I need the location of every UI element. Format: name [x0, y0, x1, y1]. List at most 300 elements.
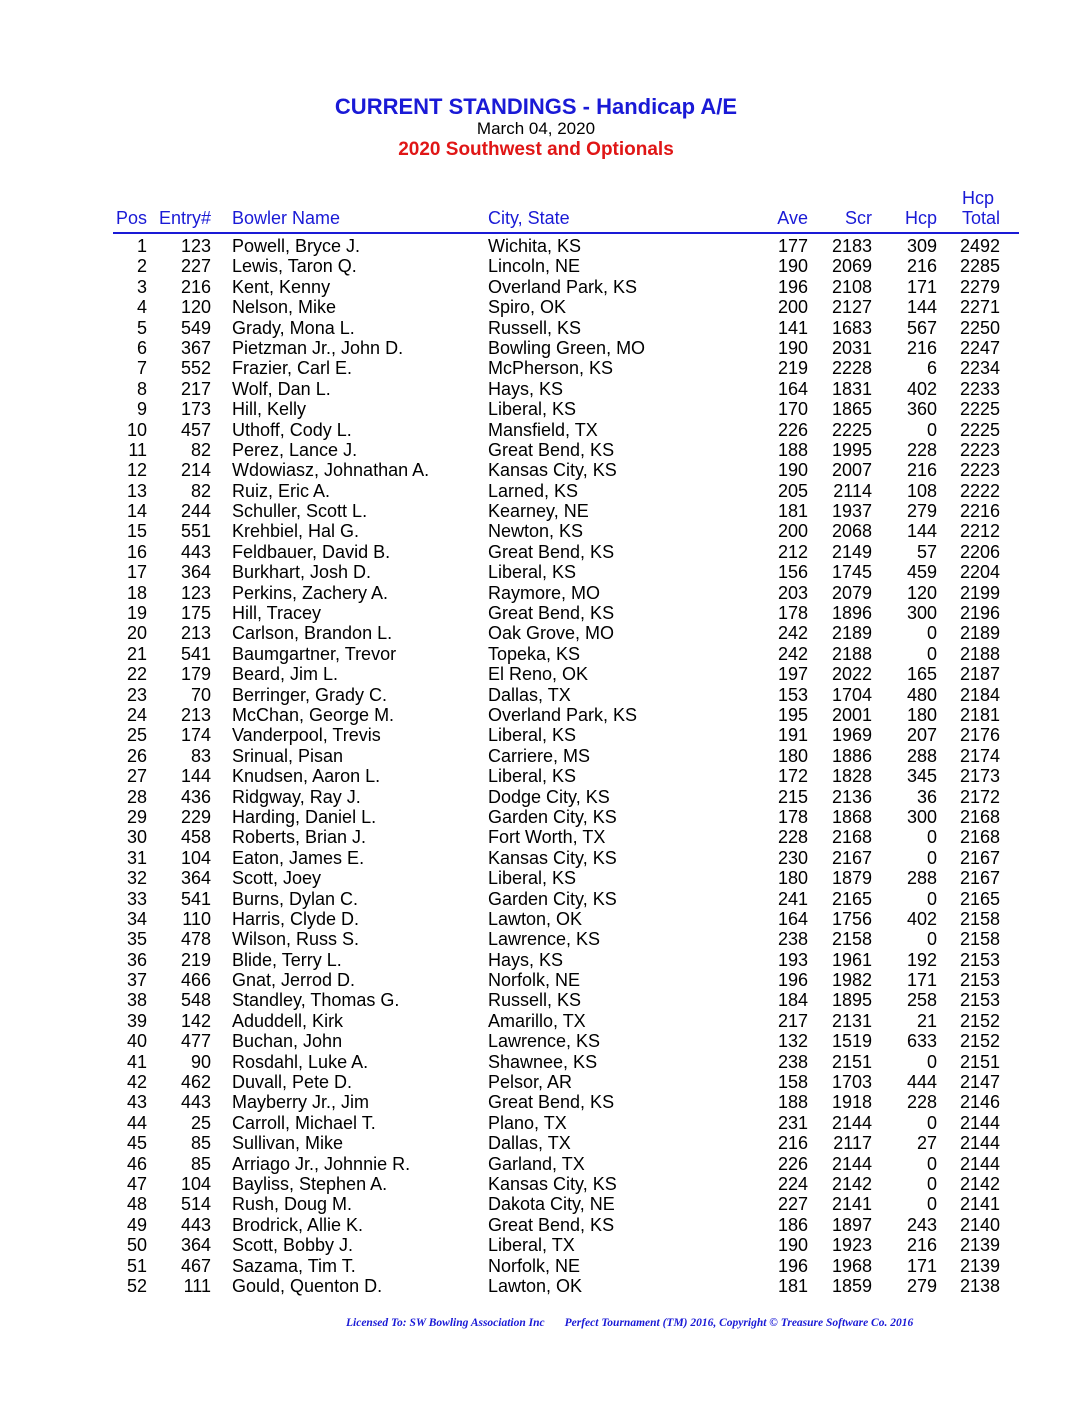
cell-hcp: 216	[906, 460, 937, 481]
cell-city-state: Lawton, OK	[488, 908, 583, 929]
cell-city-state: Liberal, TX	[488, 1235, 575, 1256]
table-row	[0, 236, 1088, 256]
cell-hcp: 180	[906, 704, 937, 725]
table-row	[0, 460, 1088, 480]
cell-hcp: 300	[906, 806, 937, 827]
cell-hcp-total: 2174	[959, 745, 1000, 766]
cell-bowler-name: Wolf, Dan L.	[232, 378, 331, 399]
cell-pos: 18	[126, 582, 147, 603]
cell-ave: 170	[777, 399, 808, 420]
cell-scr: 2149	[831, 541, 872, 562]
cell-ave: 181	[777, 501, 808, 522]
cell-city-state: Norfolk, NE	[488, 970, 581, 991]
cell-entry: 467	[180, 1255, 211, 1276]
cell-pos: 52	[126, 1275, 147, 1296]
table-row	[0, 481, 1088, 501]
cell-bowler-name: Brodrick, Allie K.	[232, 1214, 364, 1235]
cell-scr: 2079	[831, 582, 872, 603]
cell-hcp-total: 2153	[959, 990, 1000, 1011]
table-row	[0, 725, 1088, 745]
table-row	[0, 1194, 1088, 1214]
cell-entry: 219	[180, 949, 211, 970]
cell-scr: 2225	[831, 419, 872, 440]
cell-ave: 153	[777, 684, 808, 705]
cell-city-state: Great Bend, KS	[488, 541, 615, 562]
cell-city-state: Norfolk, NE	[488, 1255, 581, 1276]
cell-pos: 11	[128, 439, 147, 460]
cell-hcp: 120	[906, 582, 937, 603]
cell-ave: 178	[777, 806, 808, 827]
cell-hcp-total: 2212	[959, 521, 1000, 542]
cell-bowler-name: Sullivan, Mike	[232, 1133, 344, 1154]
cell-entry: 25	[190, 1112, 211, 1133]
cell-ave: 193	[777, 949, 808, 970]
cell-ave: 178	[777, 603, 808, 624]
col-city-state: City, State	[488, 208, 570, 228]
cell-hcp: 345	[906, 766, 937, 787]
cell-pos: 46	[126, 1153, 147, 1174]
cell-entry: 478	[180, 929, 211, 950]
cell-city-state: Fort Worth, TX	[488, 827, 606, 848]
table-row	[0, 1011, 1088, 1031]
cell-pos: 2	[136, 256, 147, 277]
cell-pos: 33	[126, 888, 147, 909]
cell-city-state: Liberal, KS	[488, 399, 577, 420]
cell-scr: 2022	[831, 664, 872, 685]
cell-hcp-total: 2141	[959, 1194, 1000, 1215]
cell-entry: 175	[180, 603, 211, 624]
cell-bowler-name: Standley, Thomas G.	[232, 990, 400, 1011]
cell-ave: 191	[777, 725, 808, 746]
cell-pos: 13	[126, 480, 147, 501]
cell-hcp-total: 2223	[959, 439, 1000, 460]
cell-hcp: 0	[926, 847, 937, 868]
cell-entry: 549	[180, 317, 211, 338]
cell-hcp-total: 2225	[959, 399, 1000, 420]
table-row	[0, 746, 1088, 766]
cell-ave: 205	[777, 480, 808, 501]
table-row	[0, 848, 1088, 868]
table-row	[0, 1174, 1088, 1194]
cell-bowler-name: Bayliss, Stephen A.	[232, 1173, 388, 1194]
cell-bowler-name: Nelson, Mike	[232, 297, 337, 318]
cell-hcp-total: 2188	[959, 643, 1000, 664]
cell-city-state: Dallas, TX	[488, 1133, 571, 1154]
cell-pos: 4	[136, 297, 147, 318]
cell-bowler-name: Duvall, Pete D.	[232, 1072, 353, 1093]
cell-hcp-total: 2165	[959, 888, 1000, 909]
cell-scr: 1879	[831, 868, 872, 889]
cell-pos: 25	[126, 725, 147, 746]
table-row	[0, 358, 1088, 378]
cell-entry: 216	[180, 276, 211, 297]
col-bowler-name: Bowler Name	[232, 208, 341, 228]
cell-scr: 2144	[831, 1153, 872, 1174]
cell-entry: 436	[180, 786, 211, 807]
cell-ave: 190	[777, 1235, 808, 1256]
cell-city-state: Great Bend, KS	[488, 439, 615, 460]
cell-ave: 188	[777, 1092, 808, 1113]
cell-city-state: Great Bend, KS	[488, 603, 615, 624]
cell-hcp: 0	[926, 643, 937, 664]
cell-scr: 2142	[831, 1173, 872, 1194]
cell-hcp: 216	[906, 337, 937, 358]
cell-hcp-total: 2144	[959, 1153, 1000, 1174]
cell-entry: 457	[180, 419, 211, 440]
cell-hcp-total: 2196	[959, 603, 1000, 624]
cell-scr: 2188	[831, 643, 872, 664]
cell-ave: 190	[777, 460, 808, 481]
cell-bowler-name: Gnat, Jerrod D.	[232, 970, 356, 991]
cell-pos: 36	[126, 949, 147, 970]
cell-hcp-total: 2151	[959, 1051, 1000, 1072]
table-row	[0, 827, 1088, 847]
cell-pos: 29	[126, 806, 147, 827]
cell-scr: 1923	[831, 1235, 872, 1256]
cell-ave: 184	[777, 990, 808, 1011]
table-row	[0, 1235, 1088, 1255]
cell-city-state: Garden City, KS	[488, 806, 617, 827]
col-pos: Pos	[115, 208, 147, 228]
cell-entry: 462	[180, 1072, 211, 1093]
cell-hcp: 171	[906, 276, 937, 297]
cell-hcp-total: 2233	[959, 378, 1000, 399]
table-row	[0, 929, 1088, 949]
col-entry: Entry#	[158, 208, 211, 228]
cell-bowler-name: Grady, Mona L.	[232, 317, 355, 338]
cell-scr: 1745	[831, 562, 872, 583]
cell-hcp-total: 2167	[959, 847, 1000, 868]
cell-city-state: Mansfield, TX	[488, 419, 598, 440]
table-row	[0, 909, 1088, 929]
cell-ave: 226	[777, 1153, 808, 1174]
cell-pos: 6	[136, 337, 147, 358]
cell-ave: 141	[777, 317, 808, 338]
table-row	[0, 970, 1088, 990]
cell-hcp-total: 2142	[959, 1173, 1000, 1194]
cell-ave: 227	[777, 1194, 808, 1215]
cell-hcp-total: 2206	[959, 541, 1000, 562]
cell-ave: 164	[777, 908, 808, 929]
license-text: Licensed To: SW Bowling Association Inc	[346, 1317, 545, 1329]
cell-bowler-name: Harris, Clyde D.	[232, 908, 360, 929]
cell-ave: 190	[777, 337, 808, 358]
cell-bowler-name: Baumgartner, Trevor	[232, 643, 397, 664]
cell-entry: 214	[180, 460, 211, 481]
cell-pos: 39	[126, 1010, 147, 1031]
cell-pos: 3	[136, 276, 147, 297]
cell-hcp: 171	[906, 970, 937, 991]
cell-bowler-name: Eaton, James E.	[232, 847, 365, 868]
cell-scr: 1756	[831, 908, 872, 929]
table-row	[0, 1276, 1088, 1296]
cell-hcp: 27	[916, 1133, 937, 1154]
cell-hcp: 633	[906, 1031, 937, 1052]
cell-entry: 179	[180, 664, 211, 685]
cell-bowler-name: Srinual, Pisan	[232, 745, 344, 766]
cell-hcp-total: 2168	[959, 827, 1000, 848]
cell-hcp: 480	[906, 684, 937, 705]
cell-ave: 231	[777, 1112, 808, 1133]
cell-ave: 224	[777, 1173, 808, 1194]
cell-bowler-name: Feldbauer, David B.	[232, 541, 391, 562]
cell-pos: 31	[126, 847, 147, 868]
cell-hcp: 288	[906, 745, 937, 766]
cell-scr: 2031	[831, 337, 872, 358]
cell-hcp: 171	[906, 1255, 937, 1276]
cell-hcp: 0	[926, 419, 937, 440]
cell-hcp-total: 2184	[959, 684, 1000, 705]
cell-ave: 241	[777, 888, 808, 909]
cell-hcp: 0	[926, 888, 937, 909]
cell-entry: 90	[190, 1051, 211, 1072]
table-row	[0, 1092, 1088, 1112]
cell-pos: 35	[126, 929, 147, 950]
cell-hcp-total: 2140	[959, 1214, 1000, 1235]
cell-hcp-total: 2152	[959, 1031, 1000, 1052]
cell-pos: 49	[126, 1214, 147, 1235]
cell-city-state: Plano, TX	[488, 1112, 567, 1133]
table-row	[0, 521, 1088, 541]
cell-hcp-total: 2189	[959, 623, 1000, 644]
cell-bowler-name: Rush, Doug M.	[232, 1194, 353, 1215]
cell-scr: 1704	[831, 684, 872, 705]
cell-bowler-name: Harding, Daniel L.	[232, 806, 377, 827]
cell-entry: 82	[190, 480, 211, 501]
table-row	[0, 1072, 1088, 1092]
table-row	[0, 338, 1088, 358]
cell-hcp-total: 2234	[959, 358, 1000, 379]
cell-pos: 45	[126, 1133, 147, 1154]
cell-bowler-name: Carroll, Michael T.	[232, 1112, 376, 1133]
cell-scr: 2158	[831, 929, 872, 950]
cell-entry: 541	[180, 643, 211, 664]
cell-hcp-total: 2168	[959, 806, 1000, 827]
cell-bowler-name: Aduddell, Kirk	[232, 1010, 344, 1031]
cell-pos: 37	[126, 970, 147, 991]
cell-pos: 41	[126, 1051, 147, 1072]
cell-hcp: 6	[926, 358, 937, 379]
cell-hcp-total: 2216	[959, 501, 1000, 522]
cell-hcp-total: 2153	[959, 970, 1000, 991]
cell-hcp: 0	[926, 1194, 937, 1215]
cell-city-state: Lincoln, NE	[488, 256, 581, 277]
cell-hcp-total: 2176	[959, 725, 1000, 746]
cell-pos: 12	[126, 460, 147, 481]
cell-ave: 200	[777, 297, 808, 318]
table-row	[0, 1031, 1088, 1051]
report-title: CURRENT STANDINGS - Handicap A/E	[334, 94, 738, 119]
cell-ave: 242	[777, 623, 808, 644]
cell-hcp: 300	[906, 603, 937, 624]
cell-city-state: Kansas City, KS	[488, 1173, 617, 1194]
cell-scr: 1831	[831, 378, 872, 399]
cell-pos: 21	[126, 643, 147, 664]
cell-city-state: Russell, KS	[488, 317, 582, 338]
cell-pos: 16	[126, 541, 147, 562]
cell-scr: 1868	[831, 806, 872, 827]
cell-entry: 85	[190, 1153, 211, 1174]
cell-scr: 1896	[831, 603, 872, 624]
table-row	[0, 766, 1088, 786]
cell-bowler-name: Burkhart, Josh D.	[232, 562, 372, 583]
cell-entry: 364	[180, 562, 211, 583]
cell-hcp-total: 2158	[959, 908, 1000, 929]
cell-ave: 238	[777, 929, 808, 950]
cell-city-state: Overland Park, KS	[488, 276, 638, 297]
cell-city-state: Overland Park, KS	[488, 704, 638, 725]
header-rule	[113, 232, 1019, 234]
cell-hcp: 216	[906, 256, 937, 277]
cell-city-state: Great Bend, KS	[488, 1092, 615, 1113]
cell-pos: 28	[126, 786, 147, 807]
table-row	[0, 705, 1088, 725]
cell-hcp: 0	[926, 623, 937, 644]
cell-city-state: Russell, KS	[488, 990, 582, 1011]
table-row	[0, 664, 1088, 684]
cell-city-state: Lawrence, KS	[488, 1031, 601, 1052]
cell-city-state: Hays, KS	[488, 949, 564, 970]
cell-ave: 212	[777, 541, 808, 562]
cell-city-state: Hays, KS	[488, 378, 564, 399]
report-subtitle: 2020 Southwest and Optionals	[398, 139, 674, 160]
cell-city-state: Great Bend, KS	[488, 1214, 615, 1235]
col-ave: Ave	[777, 208, 808, 228]
cell-pos: 38	[126, 990, 147, 1011]
cell-entry: 443	[180, 1214, 211, 1235]
cell-ave: 203	[777, 582, 808, 603]
table-row	[0, 950, 1088, 970]
table-row	[0, 583, 1088, 603]
table-row	[0, 501, 1088, 521]
cell-hcp: 0	[926, 1173, 937, 1194]
cell-bowler-name: Rosdahl, Luke A.	[232, 1051, 369, 1072]
cell-ave: 156	[777, 562, 808, 583]
table-row	[0, 1154, 1088, 1174]
cell-hcp: 165	[906, 664, 937, 685]
cell-scr: 2108	[831, 276, 872, 297]
cell-entry: 82	[190, 439, 211, 460]
cell-bowler-name: Krehbiel, Hal G.	[232, 521, 360, 542]
cell-hcp: 144	[906, 297, 937, 318]
cell-entry: 227	[180, 256, 211, 277]
cell-scr: 1859	[831, 1275, 872, 1296]
cell-bowler-name: Lewis, Taron Q.	[232, 256, 357, 277]
cell-bowler-name: Hill, Kelly	[232, 399, 307, 420]
report-footer	[346, 1317, 913, 1329]
cell-city-state: Dakota City, NE	[488, 1194, 615, 1215]
cell-city-state: Lawrence, KS	[488, 929, 601, 950]
cell-entry: 551	[180, 521, 211, 542]
cell-bowler-name: Arriago Jr., Johnnie R.	[232, 1153, 411, 1174]
cell-entry: 142	[180, 1010, 211, 1031]
cell-hcp-total: 2138	[959, 1275, 1000, 1296]
cell-ave: 238	[777, 1051, 808, 1072]
table-row	[0, 1215, 1088, 1235]
cell-scr: 2167	[831, 847, 872, 868]
cell-bowler-name: Perkins, Zachery A.	[232, 582, 389, 603]
cell-ave: 188	[777, 439, 808, 460]
report-header	[0, 94, 1088, 162]
cell-city-state: Bowling Green, MO	[488, 337, 646, 358]
cell-scr: 2189	[831, 623, 872, 644]
cell-ave: 196	[777, 276, 808, 297]
cell-pos: 19	[126, 603, 147, 624]
cell-hcp-total: 2139	[959, 1255, 1000, 1276]
cell-hcp: 0	[926, 827, 937, 848]
cell-bowler-name: Powell, Bryce J.	[232, 236, 361, 256]
cell-bowler-name: Sazama, Tim T.	[232, 1255, 356, 1276]
cell-pos: 24	[126, 704, 147, 725]
cell-city-state: Dallas, TX	[488, 684, 571, 705]
cell-city-state: Carriere, MS	[488, 745, 591, 766]
cell-hcp: 0	[926, 929, 937, 950]
cell-entry: 213	[180, 704, 211, 725]
table-row	[0, 644, 1088, 664]
cell-city-state: Oak Grove, MO	[488, 623, 615, 644]
cell-pos: 7	[136, 358, 147, 379]
cell-pos: 50	[126, 1235, 147, 1256]
table-row	[0, 420, 1088, 440]
cell-hcp-total: 2222	[959, 480, 1000, 501]
cell-bowler-name: Schuller, Scott L.	[232, 501, 368, 522]
cell-city-state: Liberal, KS	[488, 868, 577, 889]
cell-ave: 216	[777, 1133, 808, 1154]
table-row	[0, 1133, 1088, 1153]
cell-entry: 85	[190, 1133, 211, 1154]
cell-scr: 2117	[833, 1133, 872, 1154]
cell-bowler-name: Scott, Joey	[232, 868, 322, 889]
cell-bowler-name: Pietzman Jr., John D.	[232, 337, 404, 358]
cell-hcp-total: 2153	[959, 949, 1000, 970]
table-row	[0, 277, 1088, 297]
cell-entry: 367	[180, 337, 211, 358]
cell-entry: 173	[180, 399, 211, 420]
cell-entry: 70	[190, 684, 211, 705]
cell-pos: 10	[126, 419, 147, 440]
cell-city-state: Larned, KS	[488, 480, 579, 501]
cell-entry: 458	[180, 827, 211, 848]
cell-city-state: Liberal, KS	[488, 766, 577, 787]
cell-entry: 364	[180, 868, 211, 889]
cell-city-state: Dodge City, KS	[488, 786, 610, 807]
cell-entry: 244	[180, 501, 211, 522]
cell-pos: 40	[126, 1031, 147, 1052]
cell-hcp: 0	[926, 1051, 937, 1072]
cell-bowler-name: Blide, Terry L.	[232, 949, 342, 970]
cell-entry: 174	[180, 725, 211, 746]
cell-hcp: 192	[906, 949, 937, 970]
cell-ave: 164	[777, 378, 808, 399]
cell-scr: 2114	[833, 480, 872, 501]
cell-hcp-total: 2247	[959, 337, 1000, 358]
cell-entry: 477	[180, 1031, 211, 1052]
cell-hcp-total: 2181	[959, 704, 1000, 725]
cell-pos: 14	[126, 501, 147, 522]
cell-city-state: Raymore, MO	[488, 582, 601, 603]
table-row	[0, 542, 1088, 562]
cell-entry: 83	[190, 745, 211, 766]
cell-scr: 1828	[831, 766, 872, 787]
cell-ave: 158	[777, 1072, 808, 1093]
cell-scr: 2131	[831, 1010, 872, 1031]
cell-entry: 123	[180, 236, 211, 256]
cell-ave: 190	[777, 256, 808, 277]
cell-hcp: 207	[906, 725, 937, 746]
cell-entry: 104	[180, 1173, 211, 1194]
cell-hcp: 279	[906, 501, 937, 522]
cell-bowler-name: Kent, Kenny	[232, 276, 331, 297]
